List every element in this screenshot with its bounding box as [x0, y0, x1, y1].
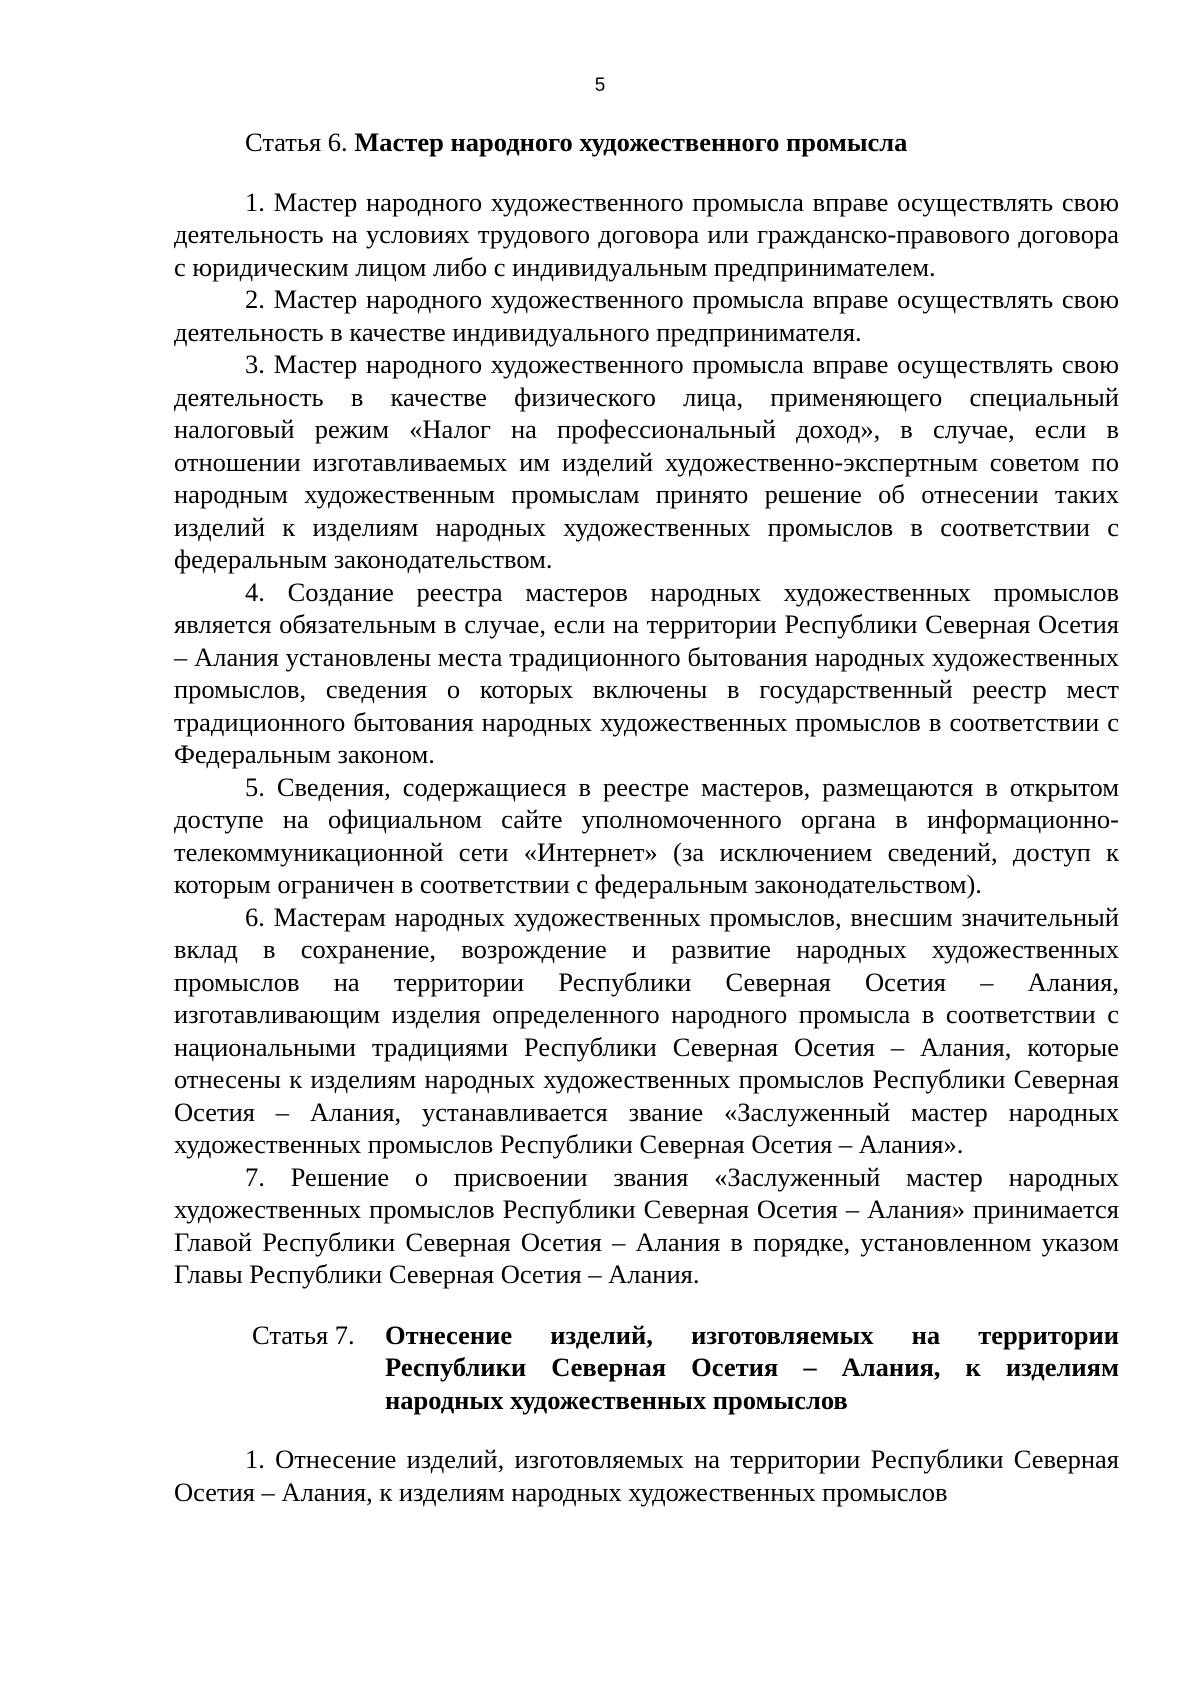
article-7-paragraph-1: 1. Отнесение изделий, изготовляемых на территории Республики Северная Осетия – Алания, к изделиям народных художественных промыслов: [174, 1444, 1119, 1507]
page-number: 5: [594, 75, 606, 96]
article-6-paragraph-3: 3. Мастер народного художественного промысла вправе осуществлять свою деятельность в качестве физического лица, применяющего специальный налоговый режим «Налог на профессиональный доход», в случае, если в отношении изготавливаемых им изделий художественно-экспертным советом по народным художественным промыслам принято решение об отнесении таких изделий к изделиям народных художественных промыслов в соответствии с федеральным законодательством.: [174, 349, 1119, 574]
article-6-paragraph-5: 5. Сведения, содержащиеся в реестре мастеров, размещаются в открытом доступе на официальном сайте уполномоченного органа в информационно-телекоммуникационной сети «Интернет» (за исключением сведений, доступ к которым ограничен в соответствии с федеральным законодательством).: [174, 771, 1119, 899]
article-7-title: Отнесение изделий, изготовляемых на территории Республики Северная Осетия – Алания, к изделиям народных художественных промыслов: [385, 1319, 1119, 1415]
article-6-paragraph-1: 1. Мастер народного художественного промысла вправе осуществлять свою деятельность на условиях трудового договора или гражданско-правового договора с юридическим лицом либо с индивидуальным предпринимателем.: [174, 186, 1119, 282]
article-7-label: Статья 7.: [252, 1319, 355, 1350]
article-6-paragraph-7: 7. Решение о присвоении звания «Заслуженный мастер народных художественных промыслов Республики Северная Осетия – Алания» принимается Главой Республики Северная Осетия – Алания в порядке, установленном указом Главы Республики Северная Осетия – Алания.: [174, 1161, 1119, 1289]
article-6-heading: [174, 126, 1119, 159]
article-7-heading: [174, 1319, 1119, 1417]
article-6-label: Статья 6.: [245, 127, 348, 157]
article-6-paragraph-6: 6. Мастерам народных художественных промыслов, внесшим значительный вклад в сохранение, возрождение и развитие народных художественных промыслов на территории Республики Северная Осетия – Алания, изготавливающим изделия определенного народного промысла в соответствии с национальными традициями Республики Северная Осетия – Алания, которые отнесены к изделиям народных художественных промыслов Республики Северная Осетия – Алания, устанавливается звание «Заслуженный мастер народных художественных промыслов Республики Северная Осетия – Алания».: [174, 901, 1119, 1159]
article-6-paragraph-4: 4. Создание реестра мастеров народных художественных промыслов является обязательным в случае, если на территории Республики Северная Осетия – Алания установлены места традиционного бытования народных художественных промыслов, сведения о которых включены в государственный реестр мест традиционного бытования народных художественных промыслов в соответствии с Федеральным законом.: [174, 576, 1119, 769]
document-body: [174, 126, 1119, 1508]
article-6-paragraph-2: 2. Мастер народного художественного промысла вправе осуществлять свою деятельность в качестве индивидуального предпринимателя.: [174, 284, 1119, 347]
article-6-title: Мастер народного художественного промысла: [354, 127, 908, 157]
